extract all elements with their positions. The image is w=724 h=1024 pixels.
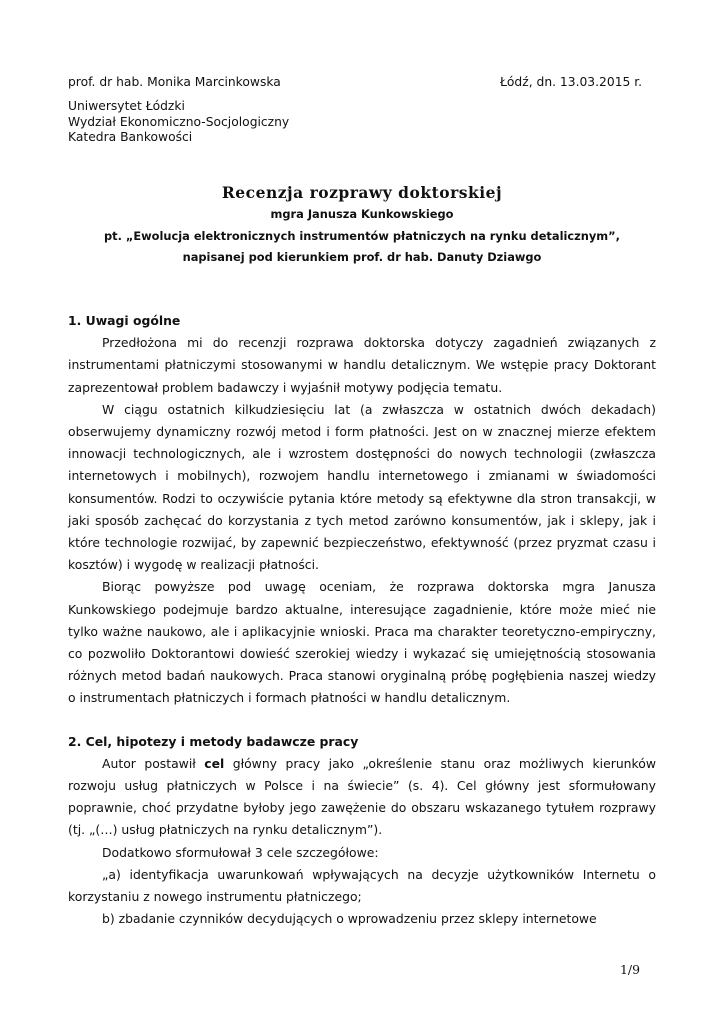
title-block	[68, 182, 656, 269]
title-thesis: pt. „Ewolucja elektronicznych instrumentów płatniczych na rynku detalicznym”,	[104, 228, 620, 243]
section-2-p1-rest: główny pracy jako „określenie stanu oraz możliwych kierunków rozwoju usług płatniczych w Polsce i na świecie” (s. 4). Cel główny jest sformułowany poprawnie, choć przydatne byłoby jego zawężenie do obszaru wskazanego tytułem rozprawy (tj. „(…) usług płatniczych na rynku detalicznym”).	[68, 755, 656, 838]
author-name: prof. dr hab. Monika Marcinkowska	[68, 75, 281, 89]
affiliation-faculty: Wydział Ekonomiczno-Socjologiczny	[68, 114, 290, 129]
document-title: Recenzja rozprawy doktorskiej	[221, 183, 503, 202]
place-date: Łódź, dn. 13.03.2015 r.	[500, 75, 643, 89]
affiliation-block	[68, 98, 289, 145]
section-1-paragraph-1: Przedłożona mi do recenzji rozprawa doktorska dotyczy zagadnień związanych z instrumentami płatniczymi stosowanymi w handlu detalicznym. We wstępie pracy Doktorant zaprezentował problem badawczy i wyjaśnił motywy podjęcia tematu.	[68, 335, 656, 395]
section-2-heading: 2. Cel, hipotezy i metody badawcze pracy	[68, 733, 359, 749]
affiliation-department: Katedra Bankowości	[68, 130, 193, 144]
section-2-paragraph-1	[68, 753, 656, 842]
title-candidate: mgra Janusza Kunkowskiego	[270, 207, 454, 221]
section-1-paragraph-2: W ciągu ostatnich kilkudziesięciu lat (a zwłaszcza w ostatnich dwóch dekadach) obserwujemy dynamiczny rozwój metod i form płatności. Jest on w znacznej mierze efektem innowacji technologicznych, ale i wzrostem dostępności do nowych technologii (zwłaszcza internetowych i mobilnych), rozwojem handlu internetowego i zmianami w świadomości konsumentów. Rodzi to oczywiście pytania które metody są efektywne dla stron transakcji, w jaki sposób zachęcać do korzystania z tych metod zarówno konsumentów, jak i sklepy, jak i które technologie rozwijać, by zapewnić bezpieczeństwo, efektywność (przez pryzmat czasu i kosztów) i wygodę w realizacji płatności.	[68, 401, 656, 573]
section-2-p1-keyword: cel	[204, 755, 225, 771]
page-number: 1/9	[620, 962, 640, 977]
review-body	[68, 310, 656, 930]
section-1-heading: 1. Uwagi ogólne	[68, 313, 181, 328]
section-1-paragraph-3: Biorąc powyższe pod uwagę oceniam, że rozprawa doktorska mgra Janusza Kunkowskiego podejmuje bardzo aktualne, interesujące zagadnienie, które może mieć nie tylko ważne naukowo, ale i aplikacyjnie wnioski. Praca ma charakter teoretyczno-empiryczny, co pozwoliło Doktorantowi dowieść szerokiej wiedzy i wykazać się umiejętnością stosowania różnych metod badań naukowych. Praca stanowi oryginalną próbę pogłębienia naszej wiedzy o instrumentach płatniczych i formach płatności w handlu detalicznym.	[68, 579, 656, 706]
section-2-paragraph-3: „a) identyfikacja uwarunkowań wpływających na decyzje użytkowników Internetu o korzystaniu z nowego instrumentu płatniczego;	[68, 866, 656, 905]
section-2-paragraph-2: Dodatkowo sformułował 3 cele szczegółowe:	[102, 844, 379, 860]
affiliation-university: Uniwersytet Łódzki	[68, 99, 185, 113]
section-2-p1-lead: Autor postawił	[102, 755, 205, 771]
section-2-paragraph-4: b) zbadanie czynników decydujących o wprowadzeniu przez sklepy internetowe	[102, 911, 597, 927]
title-supervisor: napisanej pod kierunkiem prof. dr hab. Danuty Dziawgo	[182, 250, 542, 264]
